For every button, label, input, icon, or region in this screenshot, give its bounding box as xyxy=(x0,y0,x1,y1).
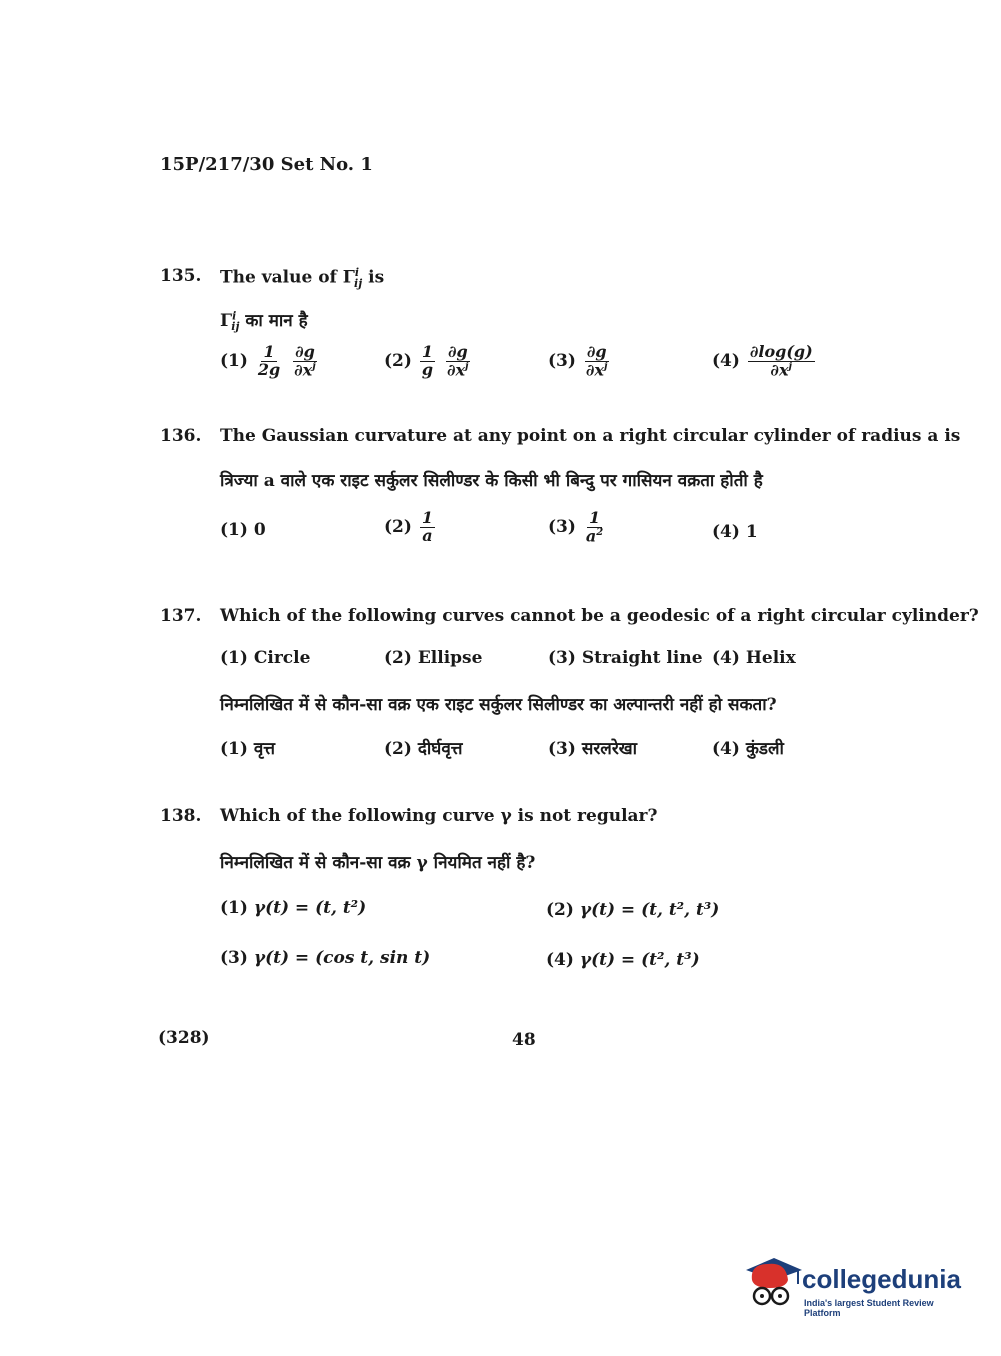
option-label: (2) xyxy=(546,900,574,920)
option-value: दीर्घवृत्त xyxy=(417,739,463,759)
frac-num: 1 xyxy=(421,342,433,362)
den-base: a xyxy=(585,526,597,546)
option-value: सरलरेखा xyxy=(581,739,638,759)
q138-option-2[interactable] xyxy=(546,900,719,920)
option-label: (4) xyxy=(712,739,740,759)
q137-option-en-1[interactable] xyxy=(220,648,310,668)
option-label: (3) xyxy=(548,648,576,668)
q136-text-en: The Gaussian curvature at any point on a right circular cylinder of radius a is xyxy=(220,426,961,446)
option-label: (4) xyxy=(712,350,740,371)
option-value: कुंडली xyxy=(745,739,784,759)
q135-option-1[interactable] xyxy=(220,344,320,379)
option-label: (2) xyxy=(384,648,412,668)
q135-option-2[interactable] xyxy=(384,344,473,379)
frac-den xyxy=(584,528,605,545)
q137-option-en-3[interactable] xyxy=(548,648,703,668)
q135-hi-sub: ij xyxy=(231,320,240,334)
option-label: (4) xyxy=(712,522,740,542)
q136-option-3[interactable] xyxy=(548,510,607,545)
coef-fraction xyxy=(420,344,435,379)
q138-option-1[interactable] xyxy=(220,898,366,918)
option-value: γ(t) = (t, t²) xyxy=(253,898,367,918)
q135-option-4[interactable] xyxy=(712,344,817,379)
q135-text-hi xyxy=(220,308,308,333)
q138-option-4[interactable] xyxy=(546,950,700,970)
q135-hi-main: का मान है xyxy=(245,311,308,331)
den-sup: j xyxy=(312,360,316,372)
frac-den: 2g xyxy=(257,359,281,379)
den-sup: j xyxy=(603,360,608,372)
option-value: γ(t) = (cos t, sin t) xyxy=(253,948,431,968)
q137-option-hi-3[interactable] xyxy=(548,736,637,759)
option-value: Circle xyxy=(253,648,311,668)
option-label: (1) xyxy=(220,648,248,668)
frac-num: ∂g xyxy=(586,342,607,361)
q135-sup: i xyxy=(354,266,360,279)
q135-option-3[interactable] xyxy=(548,344,612,379)
deriv-fraction xyxy=(292,344,318,379)
frac-num: 1 xyxy=(263,342,275,362)
deriv-fraction xyxy=(584,344,610,379)
frac-den: g xyxy=(421,359,434,379)
den-sup: j xyxy=(788,360,793,372)
option-label: (1) xyxy=(220,739,248,759)
deriv-fraction xyxy=(748,344,815,379)
q135-hi-sup: i xyxy=(232,309,237,323)
frac-den xyxy=(445,362,471,379)
footer-code: (328) xyxy=(158,1028,210,1048)
frac-den xyxy=(768,362,794,379)
q135-hi-symbol: Γ xyxy=(220,311,233,331)
option-label: (1) xyxy=(220,520,248,540)
option-value: Helix xyxy=(745,648,796,668)
fraction xyxy=(420,510,435,545)
q137-number: 137. xyxy=(160,606,202,626)
q138-text-hi: निम्नलिखित में से कौन-सा वक्र γ नियमित नहीं है? xyxy=(220,853,536,873)
q135-number: 135. xyxy=(160,266,202,286)
q135-text-main: The value of Γ xyxy=(220,267,355,288)
option-label: (3) xyxy=(220,948,248,968)
den-base: ∂x xyxy=(294,360,313,380)
q136-option-4[interactable] xyxy=(712,522,758,542)
den-sup: j xyxy=(465,360,469,372)
option-value: 1 xyxy=(745,522,758,542)
q136-number: 136. xyxy=(160,426,202,446)
option-label: (3) xyxy=(548,350,576,371)
q137-option-hi-1[interactable] xyxy=(220,736,275,759)
option-label: (4) xyxy=(546,950,574,970)
frac-num: 1 xyxy=(421,508,433,527)
option-value: γ(t) = (t², t³) xyxy=(579,950,700,970)
q137-text-en: Which of the following curves cannot be a geodesic of a right circular cylinder? xyxy=(220,606,979,626)
deriv-fraction xyxy=(445,344,471,379)
den-base: ∂x xyxy=(446,360,466,380)
q137-option-en-2[interactable] xyxy=(384,648,482,668)
den-base: ∂x xyxy=(770,360,789,380)
option-value: Ellipse xyxy=(417,648,483,668)
option-label: (3) xyxy=(548,516,576,537)
q137-option-en-4[interactable] xyxy=(712,648,796,668)
option-label: (1) xyxy=(220,898,248,918)
option-label: (3) xyxy=(548,739,576,759)
frac-num: ∂log(g) xyxy=(749,342,813,361)
den-base: ∂x xyxy=(585,360,604,380)
q137-option-hi-4[interactable] xyxy=(712,736,784,759)
fraction xyxy=(584,510,605,545)
logo-name: collegedunia xyxy=(802,1264,961,1294)
q135-text-tail: is xyxy=(368,267,385,288)
q136-option-2[interactable] xyxy=(384,510,437,545)
frac-num: 1 xyxy=(588,508,601,527)
q138-option-3[interactable] xyxy=(220,948,430,968)
option-value: γ(t) = (t, t², t³) xyxy=(579,900,720,920)
q137-text-hi: निम्नलिखित में से कौन-सा वक्र एक राइट सर्कुलर सिलीण्डर का अल्पान्तरी नहीं हो सकता? xyxy=(220,695,777,715)
q135-text-en xyxy=(220,266,384,290)
option-label: (2) xyxy=(384,350,412,371)
set-code: 15P/217/30 Set No. 1 xyxy=(160,154,373,175)
q136-text-hi: त्रिज्या a वाले एक राइट सर्कुलर सिलीण्डर के किसी भी बिन्दु पर गासियन वक्रता होती है xyxy=(220,471,763,491)
den-sup: 2 xyxy=(596,526,604,538)
q138-number: 138. xyxy=(160,806,202,826)
q136-option-1[interactable] xyxy=(220,520,266,540)
option-value: 0 xyxy=(253,520,266,540)
option-value: Straight line xyxy=(581,648,703,668)
page-number: 48 xyxy=(512,1030,536,1050)
option-label: (2) xyxy=(384,739,412,759)
frac-num: ∂g xyxy=(295,342,315,361)
mascot-icon xyxy=(742,1250,804,1320)
option-label: (2) xyxy=(384,516,412,537)
frac-den: a xyxy=(422,525,433,545)
option-label: (4) xyxy=(712,648,740,668)
coef-fraction xyxy=(256,344,282,379)
option-value: वृत्त xyxy=(253,739,276,759)
frac-num: ∂g xyxy=(447,342,468,361)
collegedunia-logo[interactable] xyxy=(742,1248,972,1328)
q138-text-en: Which of the following curve γ is not regular? xyxy=(220,806,658,826)
logo-tagline: India's largest Student Review Platform xyxy=(804,1298,934,1318)
frac-den xyxy=(584,362,610,379)
option-label: (1) xyxy=(220,350,248,371)
q135-sub: ij xyxy=(354,277,363,291)
frac-den xyxy=(292,362,318,379)
q137-option-hi-2[interactable] xyxy=(384,736,463,759)
